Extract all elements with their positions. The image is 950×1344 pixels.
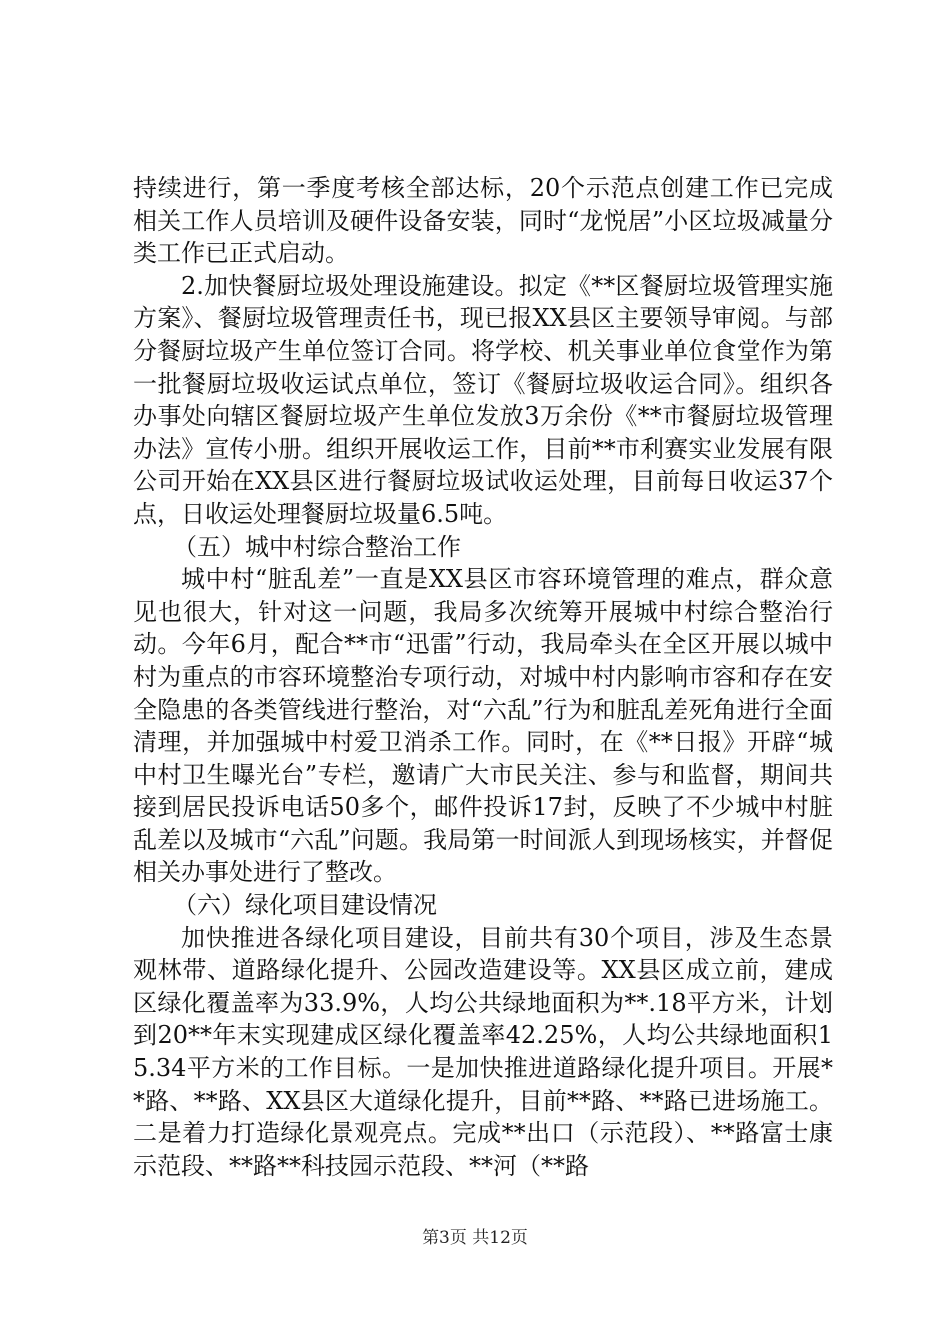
paragraph-continuation: 持续进行，第一季度考核全部达标，20个示范点创建工作已完成相关工作人员培训及硬件设备安装，同时“龙悦居”小区垃圾减量分类工作已正式启动。 bbox=[133, 174, 833, 268]
paragraph-greening: 加快推进各绿化项目建设，目前共有30个项目，涉及生态景观林带、道路绿化提升、公园改造建设等。XX县区成立前，建成区绿化覆盖率为33.9%，人均公共绿地面积为**.18平方米，计划到20**年末实现建成区绿化覆盖率42.25%，人均公共绿地面积15.34平方米的工作目标。一是加快推进道路绿化提升项目。开展**路、**路、XX县区大道绿化提升，目前**路、**路已进场施工。二是着力打造绿化景观亮点。完成**出口（示范段）、**路富士康示范段、**路**科技园示范段、**河（**路 bbox=[133, 923, 833, 1180]
paragraph-kitchen-waste: 2.加快餐厨垃圾处理设施建设。拟定《**区餐厨垃圾管理实施方案》、餐厨垃圾管理责任书，现已报XX县区主要领导审阅。与部分餐厨垃圾产生单位签订合同。将学校、机关事业单位食堂作为第一批餐厨垃圾收运试点单位，签订《餐厨垃圾收运合同》。组织各办事处向辖区餐厨垃圾产生单位发放3万余份《**市餐厨垃圾管理办法》宣传小册。组织开展收运工作，目前**市利赛实业发展有限公司开始在XX县区进行餐厨垃圾试收运处理，目前每日收运37个点，日收运处理餐厨垃圾量6.5吨。 bbox=[133, 271, 833, 528]
section-heading-urban-village: （五）城中村综合整治工作 bbox=[173, 532, 461, 561]
paragraph-urban-village: 城中村“脏乱差”一直是XX县区市容环境管理的难点，群众意见也很大，针对这一问题，我局多次统筹开展城中村综合整治行动。今年6月，配合**市“迅雷”行动，我局牵头在全区开展以城中村为重点的市容环境整治专项行动，对城中村内影响市容和存在安全隐患的各类管线进行整治，对“六乱”行为和脏乱差死角进行全面清理，并加强城中村爱卫消杀工作。同时，在《**日报》开辟“城中村卫生曝光台”专栏，邀请广大市民关注、参与和监督，期间共接到居民投诉电话50多个，邮件投诉17封，反映了不少城中村脏乱差以及城市“六乱”问题。我局第一时间派人到现场核实，并督促相关办事处进行了整改。 bbox=[133, 565, 833, 887]
document-body bbox=[133, 172, 833, 1182]
section-heading-greening: （六）绿化项目建设情况 bbox=[173, 891, 437, 920]
page-footer: 第3页 共12页 bbox=[422, 1228, 528, 1248]
